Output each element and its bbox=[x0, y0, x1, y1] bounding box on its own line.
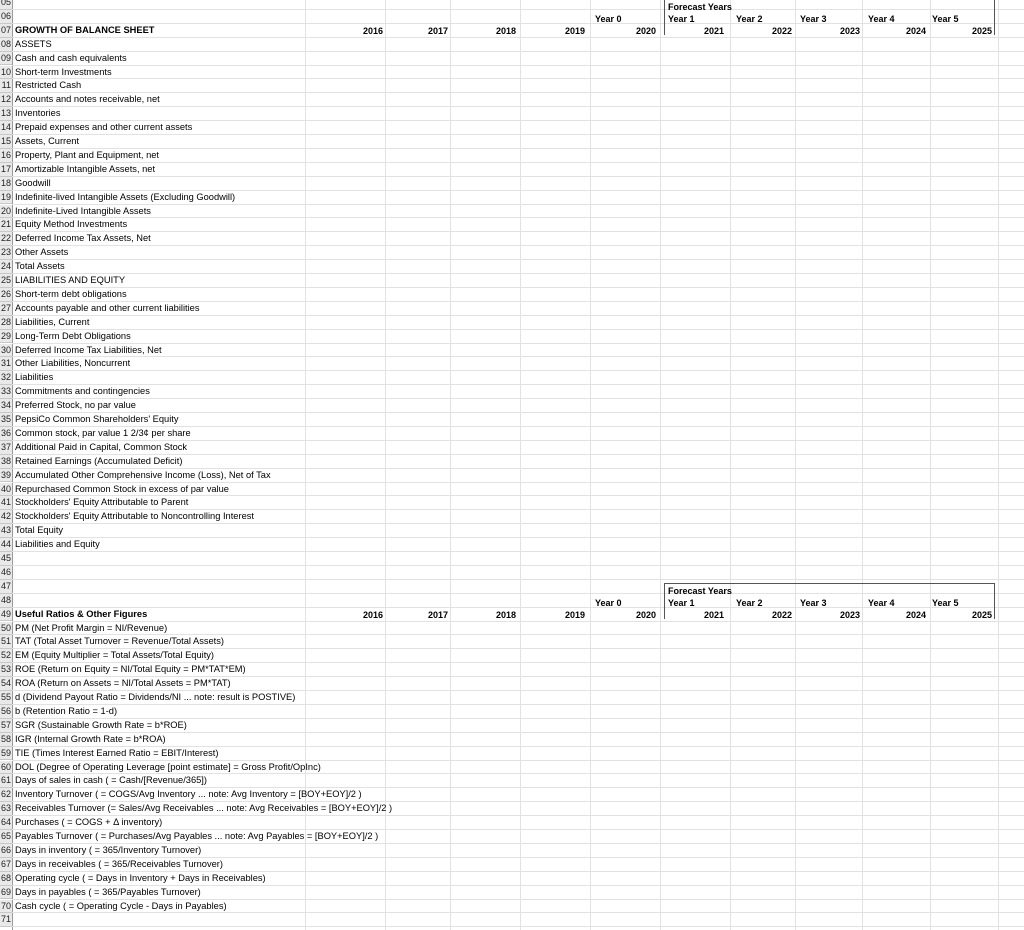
balance-sheet-row-label[interactable]: Deferred Income Tax Assets, Net bbox=[15, 233, 151, 244]
balance-sheet-row-label[interactable]: Preferred Stock, no par value bbox=[15, 400, 136, 411]
row-number[interactable]: 70 bbox=[0, 900, 12, 914]
balance-sheet-year-header: 2022 bbox=[771, 25, 792, 36]
row-number[interactable]: 49 bbox=[0, 608, 12, 622]
column-gridline bbox=[520, 0, 521, 930]
ratios-year-header: 2020 bbox=[635, 609, 656, 620]
balance-sheet-year-label: Year 3 bbox=[800, 13, 827, 24]
row-number[interactable]: 52 bbox=[0, 649, 12, 663]
row-gridline bbox=[12, 370, 1024, 371]
row-number[interactable]: 37 bbox=[0, 441, 12, 455]
row-number[interactable]: 64 bbox=[0, 816, 12, 830]
balance-sheet-title[interactable]: GROWTH OF BALANCE SHEET bbox=[15, 24, 155, 35]
row-number[interactable]: 23 bbox=[0, 246, 12, 260]
row-gridline bbox=[12, 245, 1024, 246]
ratio-row-label[interactable]: IGR (Internal Growth Rate = b*ROA) bbox=[15, 733, 166, 744]
ratios-year-label: Year 5 bbox=[932, 597, 959, 608]
balance-sheet-row-label[interactable]: Short-term Investments bbox=[15, 66, 112, 77]
column-gridline bbox=[998, 0, 999, 930]
ratios-year-header: 2023 bbox=[839, 609, 860, 620]
row-number[interactable]: 66 bbox=[0, 844, 12, 858]
row-number[interactable]: 60 bbox=[0, 761, 12, 775]
balance-sheet-year-header: 2018 bbox=[495, 25, 516, 36]
ratio-row-label[interactable]: d (Dividend Payout Ratio = Dividends/NI ... note: result is POSTIVE) bbox=[15, 692, 296, 702]
balance-sheet-year-label: Year 0 bbox=[595, 13, 622, 24]
row-number[interactable]: 57 bbox=[0, 719, 12, 733]
row-number[interactable]: 12 bbox=[0, 93, 12, 107]
balance-sheet-year-header: 2025 bbox=[971, 25, 992, 36]
column-gridline bbox=[385, 0, 386, 930]
row-gridline bbox=[12, 162, 1024, 163]
balance-sheet-row-label[interactable]: Equity Method Investments bbox=[15, 219, 128, 230]
row-gridline bbox=[12, 65, 1024, 66]
row-number[interactable]: 24 bbox=[0, 260, 12, 274]
ratios-year-header: 2021 bbox=[703, 609, 724, 620]
balance-sheet-row-label[interactable]: Liabilities bbox=[15, 372, 54, 383]
row-number[interactable]: 71 bbox=[0, 913, 12, 927]
row-number[interactable]: 27 bbox=[0, 302, 12, 316]
ratio-row-label[interactable]: Operating cycle ( = Days in Inventory + Days in Receivables) bbox=[15, 872, 266, 883]
row-number[interactable]: 69 bbox=[0, 886, 12, 900]
row-number[interactable]: 65 bbox=[0, 830, 12, 844]
ratios-year-header: 2019 bbox=[564, 609, 585, 620]
row-number[interactable]: 54 bbox=[0, 677, 12, 691]
row-number[interactable]: 18 bbox=[0, 177, 12, 191]
ratio-row-label[interactable]: Purchases ( = COGS + Δ inventory) bbox=[15, 817, 163, 828]
balance-sheet-row-label[interactable]: Accounts and notes receivable, net bbox=[15, 94, 160, 105]
row-number[interactable]: 06 bbox=[0, 10, 12, 24]
balance-sheet-row-label[interactable]: Repurchased Common Stock in excess of par value bbox=[15, 483, 229, 494]
row-gridline bbox=[12, 176, 1024, 177]
ratio-row-label[interactable]: DOL (Degree of Operating Leverage [point estimate] = Gross Profit/OpInc) bbox=[15, 761, 321, 772]
ratio-row-label[interactable]: Receivables Turnover (= Sales/Avg Receivables ... note: Avg Receivables = [BOY+EOY]/2 ) bbox=[15, 803, 393, 814]
row-number[interactable]: 43 bbox=[0, 524, 12, 538]
row-number[interactable]: 50 bbox=[0, 622, 12, 636]
row-number[interactable]: 39 bbox=[0, 469, 12, 483]
balance-sheet-row-label[interactable]: Restricted Cash bbox=[15, 80, 82, 91]
balance-sheet-row-label[interactable]: Total Equity bbox=[15, 525, 64, 536]
row-number[interactable]: 10 bbox=[0, 66, 12, 80]
row-gridline bbox=[12, 815, 1024, 816]
row-number[interactable]: 35 bbox=[0, 413, 12, 427]
row-number[interactable]: 40 bbox=[0, 483, 12, 497]
row-number[interactable]: 32 bbox=[0, 371, 12, 385]
balance-sheet-year-header: 2017 bbox=[427, 25, 448, 36]
row-gridline bbox=[12, 231, 1024, 232]
balance-sheet-row-label[interactable]: Long-Term Debt Obligations bbox=[15, 330, 131, 341]
ratios-year-label: Year 1 bbox=[668, 597, 695, 608]
row-gridline bbox=[12, 565, 1024, 566]
balance-sheet-year-label: Year 2 bbox=[736, 13, 763, 24]
row-number[interactable]: 62 bbox=[0, 788, 12, 802]
ratio-row-label[interactable]: Payables Turnover ( = Purchases/Avg Payables ... note: Avg Payables = [BOY+EOY]/2 ) bbox=[15, 831, 379, 841]
balance-sheet-row-label[interactable]: Short-term debt obligations bbox=[15, 288, 127, 299]
row-number[interactable]: 34 bbox=[0, 399, 12, 413]
row-gridline bbox=[12, 523, 1024, 524]
row-gridline bbox=[12, 134, 1024, 135]
row-number[interactable]: 51 bbox=[0, 635, 12, 649]
ratio-row-label[interactable]: Days in payables ( = 365/Payables Turnover) bbox=[15, 886, 201, 897]
row-gridline bbox=[12, 148, 1024, 149]
ratio-row-label[interactable]: TAT (Total Asset Turnover = Revenue/Total Assets) bbox=[15, 636, 225, 647]
column-gridline bbox=[450, 0, 451, 930]
ratio-row-label[interactable]: Inventory Turnover ( = COGS/Avg Inventory ... note: Avg Inventory = [BOY+EOY]/2 ) bbox=[15, 789, 362, 800]
column-gridline bbox=[590, 0, 591, 930]
row-number[interactable]: 11 bbox=[0, 79, 12, 93]
row-gridline bbox=[12, 51, 1024, 52]
ratios-year-header: 2025 bbox=[971, 609, 992, 620]
row-number[interactable]: 33 bbox=[0, 385, 12, 399]
row-number[interactable]: 67 bbox=[0, 858, 12, 872]
balance-sheet-row-label[interactable]: LIABILITIES AND EQUITY bbox=[15, 275, 126, 285]
row-number[interactable]: 26 bbox=[0, 288, 12, 302]
ratios-year-header: 2024 bbox=[905, 609, 926, 620]
row-number[interactable]: 42 bbox=[0, 510, 12, 524]
row-number[interactable]: 28 bbox=[0, 316, 12, 330]
column-gridline bbox=[930, 0, 931, 930]
row-number[interactable]: 05 bbox=[0, 0, 12, 10]
balance-sheet-forecast-title: Forecast Years bbox=[668, 2, 732, 12]
row-number[interactable]: 55 bbox=[0, 691, 12, 705]
balance-sheet-row-label[interactable]: Indefinite-lived Intangible Assets (Excluding Goodwill) bbox=[15, 191, 236, 202]
row-number[interactable]: 36 bbox=[0, 427, 12, 441]
balance-sheet-row-label[interactable]: Prepaid expenses and other current assets bbox=[15, 122, 193, 133]
row-number[interactable]: 29 bbox=[0, 330, 12, 344]
row-number[interactable]: 07 bbox=[0, 24, 12, 38]
balance-sheet-year-header: 2023 bbox=[839, 25, 860, 36]
column-gridline bbox=[862, 0, 863, 930]
ratio-row-label[interactable]: Days in inventory ( = 365/Inventory Turnover) bbox=[15, 844, 202, 855]
row-gridline bbox=[12, 537, 1024, 538]
balance-sheet-year-label: Year 4 bbox=[868, 13, 895, 24]
row-gridline bbox=[12, 704, 1024, 705]
ratio-row-label[interactable]: EM (Equity Multiplier = Total Assets/Total Equity) bbox=[15, 650, 215, 661]
column-gridline bbox=[660, 0, 661, 930]
row-number[interactable]: 48 bbox=[0, 594, 12, 608]
row-number[interactable]: 44 bbox=[0, 538, 12, 552]
balance-sheet-row-label[interactable]: Liabilities and Equity bbox=[15, 539, 100, 550]
row-gridline bbox=[12, 92, 1024, 93]
balance-sheet-year-header: 2021 bbox=[703, 25, 724, 36]
row-number[interactable]: 53 bbox=[0, 663, 12, 677]
row-gridline bbox=[12, 273, 1024, 274]
ratios-forecast-box bbox=[664, 583, 995, 619]
balance-sheet-row-label[interactable]: Cash and cash equivalents bbox=[15, 52, 127, 63]
balance-sheet-row-label[interactable]: ASSETS bbox=[15, 38, 52, 49]
ratios-year-header: 2022 bbox=[771, 609, 792, 620]
ratios-year-header: 2016 bbox=[362, 609, 383, 620]
row-gridline bbox=[12, 259, 1024, 260]
balance-sheet-row-label[interactable]: Property, Plant and Equipment, net bbox=[15, 149, 160, 160]
row-gridline bbox=[12, 384, 1024, 385]
balance-sheet-row-label[interactable]: PepsiCo Common Shareholders' Equity bbox=[15, 414, 179, 424]
row-number[interactable]: 21 bbox=[0, 218, 12, 232]
row-number[interactable]: 61 bbox=[0, 774, 12, 788]
row-gridline bbox=[12, 579, 1024, 580]
balance-sheet-row-label[interactable]: Other Assets bbox=[15, 247, 69, 258]
row-gridline bbox=[12, 398, 1024, 399]
ratio-row-label[interactable]: ROE (Return on Equity = NI/Total Equity = PM*TAT*EM) bbox=[15, 664, 246, 675]
balance-sheet-row-label[interactable]: Common stock, par value 1 2/3¢ per share bbox=[15, 427, 191, 438]
ratios-forecast-title: Forecast Years bbox=[668, 585, 732, 596]
row-number[interactable]: 63 bbox=[0, 802, 12, 816]
row-gridline bbox=[12, 287, 1024, 288]
ratios-year-header: 2018 bbox=[495, 609, 516, 620]
balance-sheet-row-label[interactable]: Other Liabilities, Noncurrent bbox=[15, 358, 131, 369]
ratio-row-label[interactable]: Cash cycle ( = Operating Cycle - Days in Payables) bbox=[15, 900, 227, 911]
ratio-row-label[interactable]: TIE (Times Interest Earned Ratio = EBIT/Interest) bbox=[15, 747, 219, 758]
balance-sheet-row-label[interactable]: Assets, Current bbox=[15, 136, 80, 146]
row-number[interactable]: 15 bbox=[0, 135, 12, 149]
row-number[interactable]: 45 bbox=[0, 552, 12, 566]
ratio-row-label[interactable]: SGR (Sustainable Growth Rate = b*ROE) bbox=[15, 719, 187, 730]
row-number[interactable]: 58 bbox=[0, 733, 12, 747]
row-number[interactable]: 14 bbox=[0, 121, 12, 135]
row-gridline bbox=[12, 551, 1024, 552]
row-number[interactable]: 22 bbox=[0, 232, 12, 246]
row-number[interactable]: 68 bbox=[0, 872, 12, 886]
ratios-year-label: Year 2 bbox=[736, 597, 763, 608]
balance-sheet-row-label[interactable]: Amortizable Intangible Assets, net bbox=[15, 163, 156, 174]
row-gridline bbox=[12, 329, 1024, 330]
balance-sheet-row-label[interactable]: Inventories bbox=[15, 108, 61, 119]
balance-sheet-row-label[interactable]: Accumulated Other Comprehensive Income (Loss), Net of Tax bbox=[15, 469, 271, 480]
row-number[interactable]: 46 bbox=[0, 566, 12, 580]
row-number[interactable]: 56 bbox=[0, 705, 12, 719]
ratios-title[interactable]: Useful Ratios & Other Figures bbox=[15, 608, 148, 619]
balance-sheet-year-header: 2016 bbox=[362, 25, 383, 36]
ratios-year-header: 2017 bbox=[427, 609, 448, 620]
row-number[interactable]: 47 bbox=[0, 580, 12, 594]
row-gridline bbox=[12, 926, 1024, 927]
balance-sheet-year-label: Year 1 bbox=[668, 13, 695, 24]
balance-sheet-year-header: 2019 bbox=[564, 25, 585, 36]
row-number[interactable]: 13 bbox=[0, 107, 12, 121]
column-gridline bbox=[730, 0, 731, 930]
row-gridline bbox=[12, 343, 1024, 344]
row-number[interactable]: 20 bbox=[0, 205, 12, 219]
row-gridline bbox=[12, 217, 1024, 218]
balance-sheet-year-label: Year 5 bbox=[932, 13, 959, 24]
ratio-row-label[interactable]: Days in receivables ( = 365/Receivables Turnover) bbox=[15, 858, 223, 869]
balance-sheet-row-label[interactable]: Stockholders' Equity Attributable to Parent bbox=[15, 497, 189, 508]
balance-sheet-row-label[interactable]: Accounts payable and other current liabilities bbox=[15, 302, 200, 313]
ratios-year-label: Year 0 bbox=[595, 597, 622, 608]
ratio-row-label[interactable]: PM (Net Profit Margin = NI/Revenue) bbox=[15, 622, 168, 633]
row-gridline bbox=[12, 356, 1024, 357]
balance-sheet-row-label[interactable]: Deferred Income Tax Liabilities, Net bbox=[15, 344, 162, 355]
column-gridline bbox=[795, 0, 796, 930]
balance-sheet-row-label[interactable]: Total Assets bbox=[15, 261, 65, 272]
row-number[interactable]: 19 bbox=[0, 191, 12, 205]
row-gridline bbox=[12, 106, 1024, 107]
balance-sheet-row-label[interactable]: Additional Paid in Capital, Common Stock bbox=[15, 441, 188, 452]
balance-sheet-row-label[interactable]: Stockholders' Equity Attributable to Noncontrolling Interest bbox=[15, 511, 254, 522]
row-gridline bbox=[12, 315, 1024, 316]
row-gridline bbox=[12, 78, 1024, 79]
row-number[interactable]: 31 bbox=[0, 357, 12, 371]
ratios-year-label: Year 3 bbox=[800, 597, 827, 608]
balance-sheet-row-label[interactable]: Indefinite-Lived Intangible Assets bbox=[15, 205, 151, 216]
ratio-row-label[interactable]: ROA (Return on Assets = NI/Total Assets = PM*TAT) bbox=[15, 678, 231, 689]
balance-sheet-row-label[interactable]: Retained Earnings (Accumulated Deficit) bbox=[15, 455, 183, 466]
ratio-row-label[interactable]: Days of sales in cash ( = Cash/[Revenue/365]) bbox=[15, 775, 207, 786]
ratios-year-label: Year 4 bbox=[868, 597, 895, 608]
row-number[interactable]: 30 bbox=[0, 344, 12, 358]
row-number[interactable]: 38 bbox=[0, 455, 12, 469]
ratio-row-label[interactable]: b (Retention Ratio = 1-d) bbox=[15, 705, 118, 716]
row-number[interactable]: 08 bbox=[0, 38, 12, 52]
row-number[interactable]: 41 bbox=[0, 496, 12, 510]
row-header-border bbox=[12, 0, 13, 930]
balance-sheet-row-label[interactable]: Commitments and contingencies bbox=[15, 386, 150, 397]
balance-sheet-forecast-box bbox=[664, 0, 995, 35]
row-gridline bbox=[12, 912, 1024, 913]
row-number[interactable]: 09 bbox=[0, 52, 12, 66]
balance-sheet-row-label[interactable]: Goodwill bbox=[15, 177, 51, 188]
row-number[interactable]: 16 bbox=[0, 149, 12, 163]
balance-sheet-year-header: 2024 bbox=[905, 25, 926, 36]
row-gridline bbox=[12, 204, 1024, 205]
balance-sheet-year-header: 2020 bbox=[635, 25, 656, 36]
balance-sheet-row-label[interactable]: Liabilities, Current bbox=[15, 316, 90, 327]
row-number[interactable]: 59 bbox=[0, 747, 12, 761]
row-number[interactable]: 25 bbox=[0, 274, 12, 288]
row-number[interactable]: 17 bbox=[0, 163, 12, 177]
